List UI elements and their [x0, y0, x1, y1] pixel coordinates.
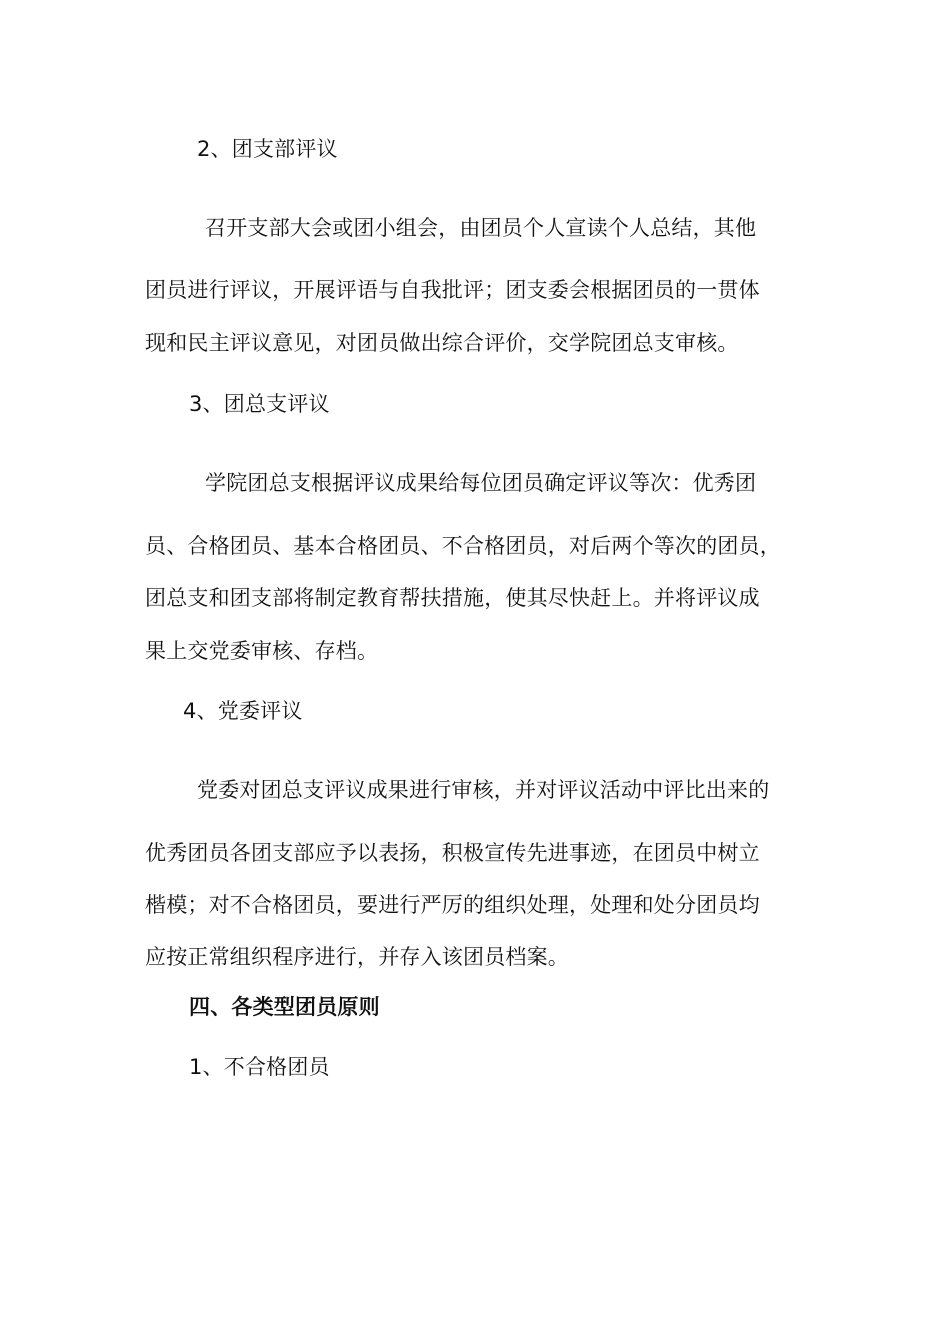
- heading-unqualified-member: 1、不合格团员: [189, 1055, 330, 1079]
- paragraph-line: 学院团总支根据评议成果给每位团员确定评议等次：优秀团: [205, 471, 757, 495]
- paragraph-line: 员、合格团员、基本合格团员、不合格团员，对后两个等次的团员，: [145, 534, 781, 558]
- paragraph-line: 党委对团总支评议成果进行审核，并对评议活动中评比出来的: [197, 778, 770, 802]
- heading-general-branch-review: 3、团总支评议: [189, 392, 330, 416]
- paragraph-line: 楷模；对不合格团员，要进行严厉的组织处理，处理和处分团员均: [145, 893, 760, 917]
- paragraph-line: 应按正常组织程序进行，并存入该团员档案。: [145, 945, 569, 969]
- paragraph-line: 团总支和团支部将制定教育帮扶措施，使其尽快赶上。并将评议成: [145, 586, 760, 610]
- heading-member-type-principles: 四、各类型团员原则: [189, 995, 380, 1019]
- heading-branch-review: 2、团支部评议: [197, 137, 338, 161]
- heading-party-committee-review: 4、党委评议: [183, 699, 303, 723]
- paragraph-line: 果上交党委审核、存档。: [145, 639, 379, 663]
- paragraph-line: 优秀团员各团支部应予以表扬，积极宣传先进事迹，在团员中树立: [145, 841, 760, 865]
- paragraph-line: 现和民主评议意见，对团员做出综合评价，交学院团总支审核。: [145, 331, 739, 355]
- paragraph-line: 团员进行评议，开展评语与自我批评；团支委会根据团员的一贯体: [145, 278, 760, 302]
- paragraph-line: 召开支部大会或团小组会，由团员个人宣读个人总结，其他: [205, 216, 757, 240]
